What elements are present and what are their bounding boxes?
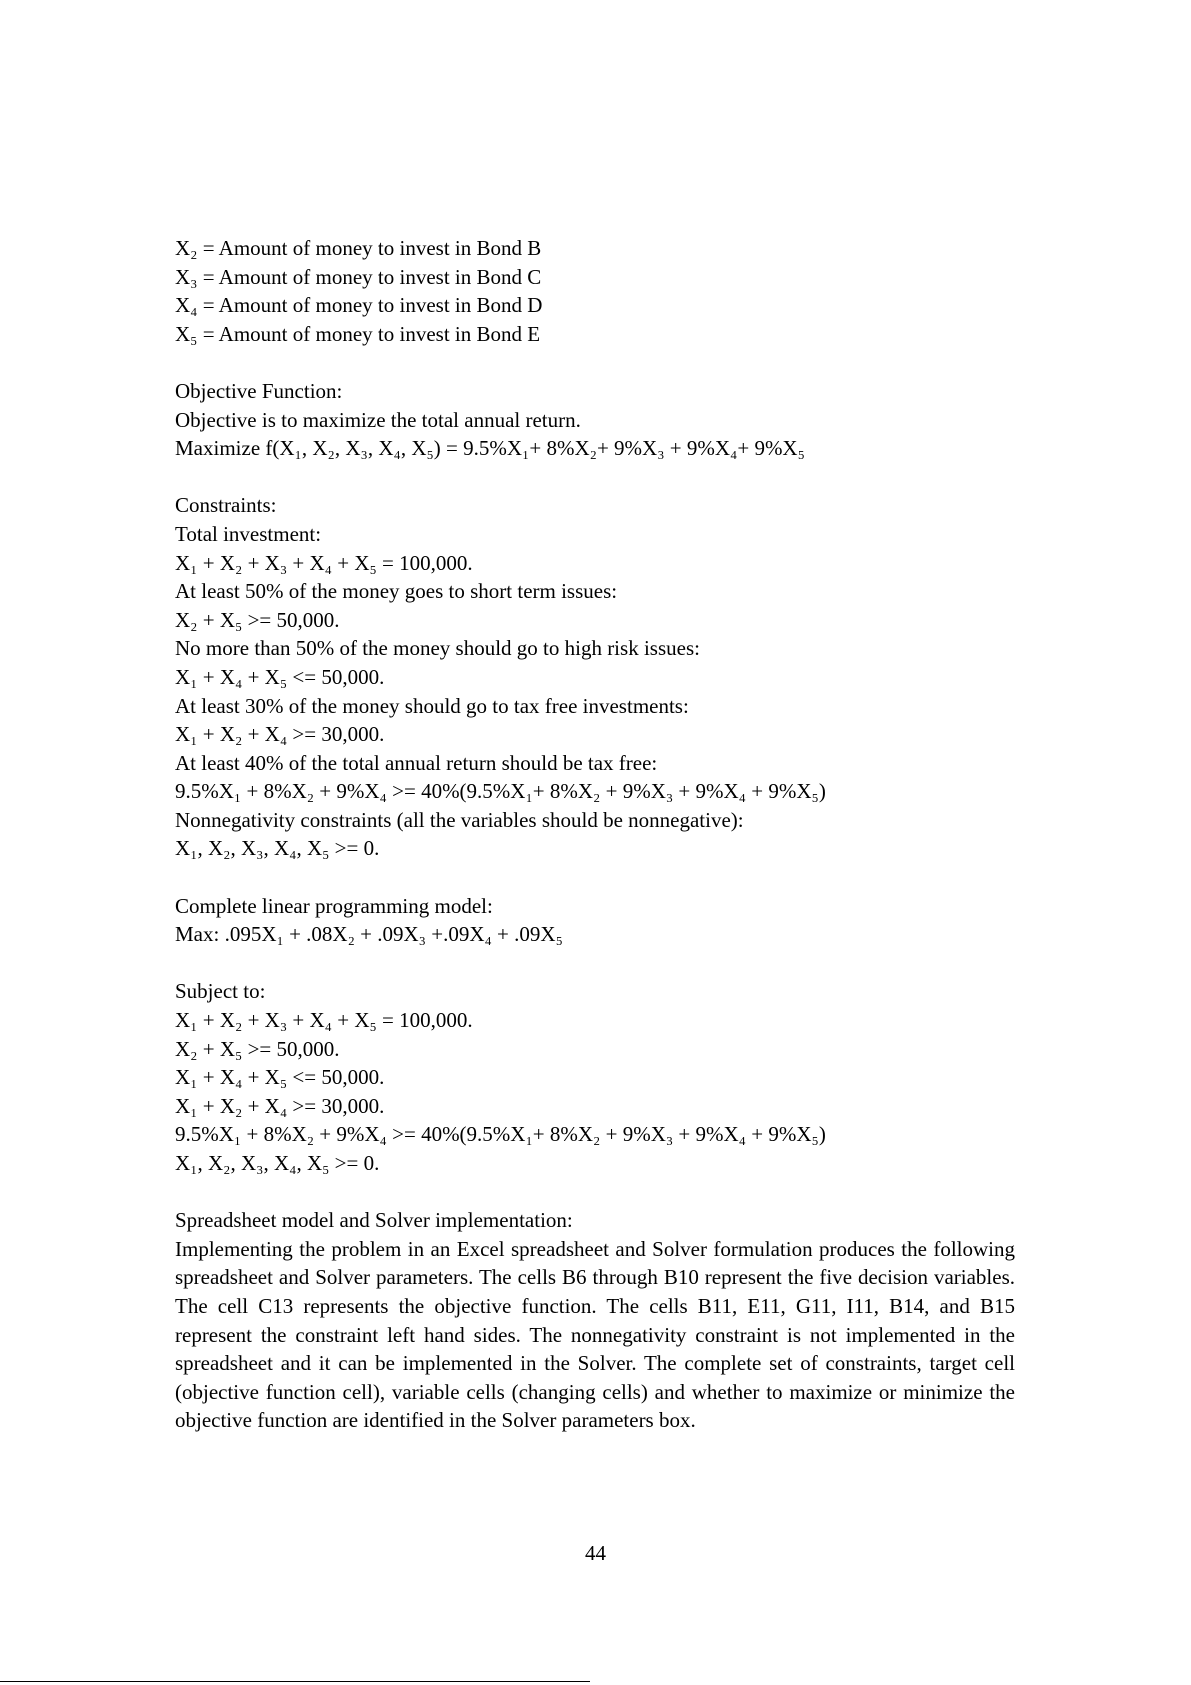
constraints-heading: Constraints: <box>175 493 277 518</box>
document-body <box>175 234 1015 1435</box>
constraint-line: X₁, X₂, X₃, X₄, X₅ >= 0. <box>175 836 380 861</box>
constraint-line: X₁ + X₄ + X₅ <= 50,000. <box>175 664 385 689</box>
variable-definition: X₃ = Amount of money to invest in Bond C <box>175 264 542 289</box>
constraint-line: X₁ + X₂ + X₃ + X₄ + X₅ = 100,000. <box>175 550 473 575</box>
objective-formula: Maximize f(X₁, X₂, X₃, X₄, X₅) = 9.5%X₁+ 8%X₂+ 9%X₃ + 9%X₄+ 9%X₅ <box>175 436 805 461</box>
model-constraint: X₂ + X₅ >= 50,000. <box>175 1036 340 1061</box>
constraint-line: Total investment: <box>175 521 322 546</box>
model-objective: Max: .095X₁ + .08X₂ + .09X₃ +.09X₄ + .09X₅ <box>175 922 563 947</box>
model-constraint: X₁ + X₂ + X₃ + X₄ + X₅ = 100,000. <box>175 1008 473 1033</box>
model-constraint: X₁ + X₂ + X₄ >= 30,000. <box>175 1093 385 1118</box>
constraint-line: X₁ + X₂ + X₄ >= 30,000. <box>175 722 385 747</box>
constraint-line: No more than 50% of the money should go to high risk issues: <box>175 636 700 661</box>
model-heading: Complete linear programming model: <box>175 893 493 918</box>
constraint-line: Nonnegativity constraints (all the variables should be nonnegative): <box>175 807 744 832</box>
model-constraint: X₁, X₂, X₃, X₄, X₅ >= 0. <box>175 1151 380 1175</box>
model-constraint: X₁ + X₄ + X₅ <= 50,000. <box>175 1065 385 1090</box>
spacer <box>175 463 1015 492</box>
spacer <box>175 1178 1015 1207</box>
variable-definition: X₂ = Amount of money to invest in Bond B <box>175 236 542 260</box>
page-divider <box>0 1681 590 1682</box>
model-constraint: 9.5%X₁ + 8%X₂ + 9%X₄ >= 40%(9.5%X₁+ 8%X₂ + 9%X₃ + 9%X₄ + 9%X₅) <box>175 1122 826 1147</box>
spacer <box>175 863 1015 892</box>
constraint-line: At least 50% of the money goes to short term issues: <box>175 579 618 604</box>
variable-definition: X₄ = Amount of money to invest in Bond D <box>175 293 543 318</box>
variable-definition: X₅ = Amount of money to invest in Bond E <box>175 321 541 346</box>
constraint-line: 9.5%X₁ + 8%X₂ + 9%X₄ >= 40%(9.5%X₁+ 8%X₂ + 9%X₃ + 9%X₄ + 9%X₅) <box>175 779 826 804</box>
spreadsheet-heading: Spreadsheet model and Solver implementation: <box>175 1208 573 1233</box>
constraint-line: At least 30% of the money should go to tax free investments: <box>175 693 689 718</box>
page-number: 44 <box>585 1541 606 1565</box>
constraint-line: At least 40% of the total annual return should be tax free: <box>175 750 658 775</box>
objective-heading: Objective Function: <box>175 378 343 403</box>
objective-description: Objective is to maximize the total annual return. <box>175 407 581 432</box>
subject-to-heading: Subject to: <box>175 979 266 1004</box>
constraint-line: X₂ + X₅ >= 50,000. <box>175 607 340 632</box>
spreadsheet-paragraph: Implementing the problem in an Excel spreadsheet and Solver formulation produces the following spreadsheet and Solver parameters. The cells B6 through B10 represent the five decision variables. The cell C13 represents the objective function. The cells B11, E11, G11, I11, B14, and B15 represent the constraint left hand sides. The nonnegativity constraint is not implemented in the spreadsheet and it can be implemented in the Solver. The complete set of constraints, target cell (objective function cell), variable cells (changing cells) and whether to maximize or minimize the objective function are identified in the Solver parameters box. <box>175 1236 1015 1433</box>
spacer <box>175 949 1015 978</box>
spacer <box>175 348 1015 377</box>
